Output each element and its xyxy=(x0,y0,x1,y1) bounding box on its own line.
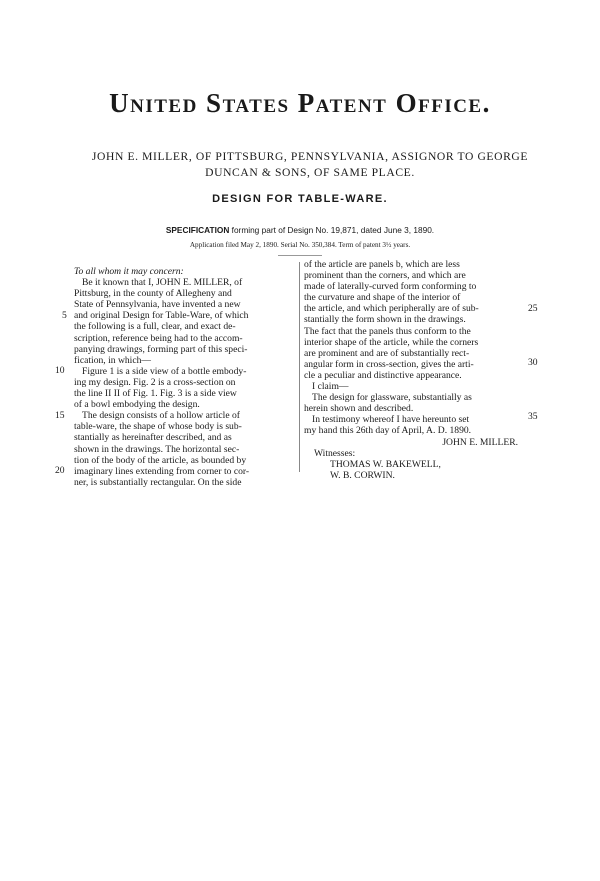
right-column xyxy=(304,259,526,481)
inventor-block xyxy=(70,149,550,181)
text-line: fication, in which— xyxy=(74,354,151,366)
text-line: angular form in cross-section, gives the arti- xyxy=(304,358,474,370)
text-line: and original Design for Table-Ware, of which xyxy=(74,310,249,322)
text-line: Be it known that I, JOHN E. MILLER, of xyxy=(82,277,243,289)
line-number: 10 xyxy=(55,365,65,376)
specification-label: SPECIFICATION xyxy=(165,225,230,235)
text-line: the following is a full, clear, and exact de- xyxy=(74,321,236,333)
text-line: panying drawings, forming part of this speci- xyxy=(74,343,248,355)
text-line: Pittsburg, in the county of Allegheny and xyxy=(74,288,232,300)
text-line: scription, reference being had to the accom- xyxy=(74,332,243,344)
text-line: my hand this 26th day of April, A. D. 1890. xyxy=(304,425,472,437)
text-line: herein shown and described. xyxy=(304,403,414,415)
text-line: The fact that the panels thus conform to the xyxy=(304,325,471,337)
text-line: table-ware, the shape of whose body is sub- xyxy=(74,421,242,433)
text-line: ing my design. Fig. 2 is a cross-section on xyxy=(74,376,236,388)
text-line: tion of the body of the article, as bounded by xyxy=(74,454,247,466)
specification-line xyxy=(0,225,600,235)
design-title: DESIGN FOR TABLE-WARE. xyxy=(212,193,388,205)
text-line: State of Pennsylvania, have invented a new xyxy=(74,299,241,311)
text-line: Figure 1 is a side view of a bottle embody- xyxy=(82,365,247,377)
column-divider xyxy=(299,262,300,472)
text-line: In testimony whereof I have hereunto set xyxy=(312,414,470,426)
office-title: United States Patent Office. xyxy=(109,88,491,118)
text-line: the line II II of Fig. 1. Fig. 3 is a side view xyxy=(74,388,237,400)
text-line: the article, and which peripherally are of sub- xyxy=(304,303,479,315)
text-line: shown in the drawings. The horizontal sec- xyxy=(74,443,240,455)
text-line: the curvature and shape of the interior of xyxy=(304,292,461,304)
line-number: 35 xyxy=(528,411,538,422)
text-line: cle a peculiar and distinctive appearance. xyxy=(304,369,462,381)
specification-details: forming part of Design No. 19,871, dated June 3, 1890. xyxy=(229,225,435,235)
witness-name: THOMAS W. BAKEWELL, xyxy=(330,458,441,470)
text-line: prominent than the corners, and which are xyxy=(304,270,466,282)
text-line: of the article are panels b, which are less xyxy=(304,259,460,270)
text-line: stantially as hereinafter described, and as xyxy=(74,432,232,444)
salutation: To all whom it may concern: xyxy=(74,266,184,277)
line-number: 30 xyxy=(528,357,538,368)
text-line: ner, is substantially rectangular. On the side xyxy=(74,476,242,488)
text-line: imaginary lines extending from corner to cor- xyxy=(74,465,250,477)
line-number: 20 xyxy=(55,465,65,476)
line-number: 25 xyxy=(528,303,538,314)
text-line: stantially the form shown in the drawings. xyxy=(304,314,466,326)
text-line: interior shape of the article, while the corners xyxy=(304,336,479,348)
inventor-line-2: DUNCAN & SONS, OF SAME PLACE. xyxy=(205,166,415,179)
line-number: 15 xyxy=(55,410,65,421)
line-number: 5 xyxy=(62,310,67,321)
left-column xyxy=(74,266,296,488)
witness-name: W. B. CORWIN. xyxy=(330,469,395,481)
inventor-signature: JOHN E. MILLER. xyxy=(442,436,518,448)
text-line: of a bowl embodying the design. xyxy=(74,399,200,411)
witnesses-label: Witnesses: xyxy=(314,447,356,459)
text-line: are prominent and are of substantially rect- xyxy=(304,347,470,359)
application-line: Application filed May 2, 1890. Serial No. 350,384. Term of patent 3½ years. xyxy=(189,241,411,249)
text-line: The design for glassware, substantially as xyxy=(312,392,472,404)
inventor-line-1: JOHN E. MILLER, OF PITTSBURG, PENNSYLVANIA, ASSIGNOR TO GEORGE xyxy=(91,150,529,163)
text-line: The design consists of a hollow article of xyxy=(82,410,240,422)
text-line: made of laterally-curved form conforming to xyxy=(304,281,477,293)
header-rule xyxy=(278,255,322,256)
claim-heading: I claim— xyxy=(312,381,349,393)
